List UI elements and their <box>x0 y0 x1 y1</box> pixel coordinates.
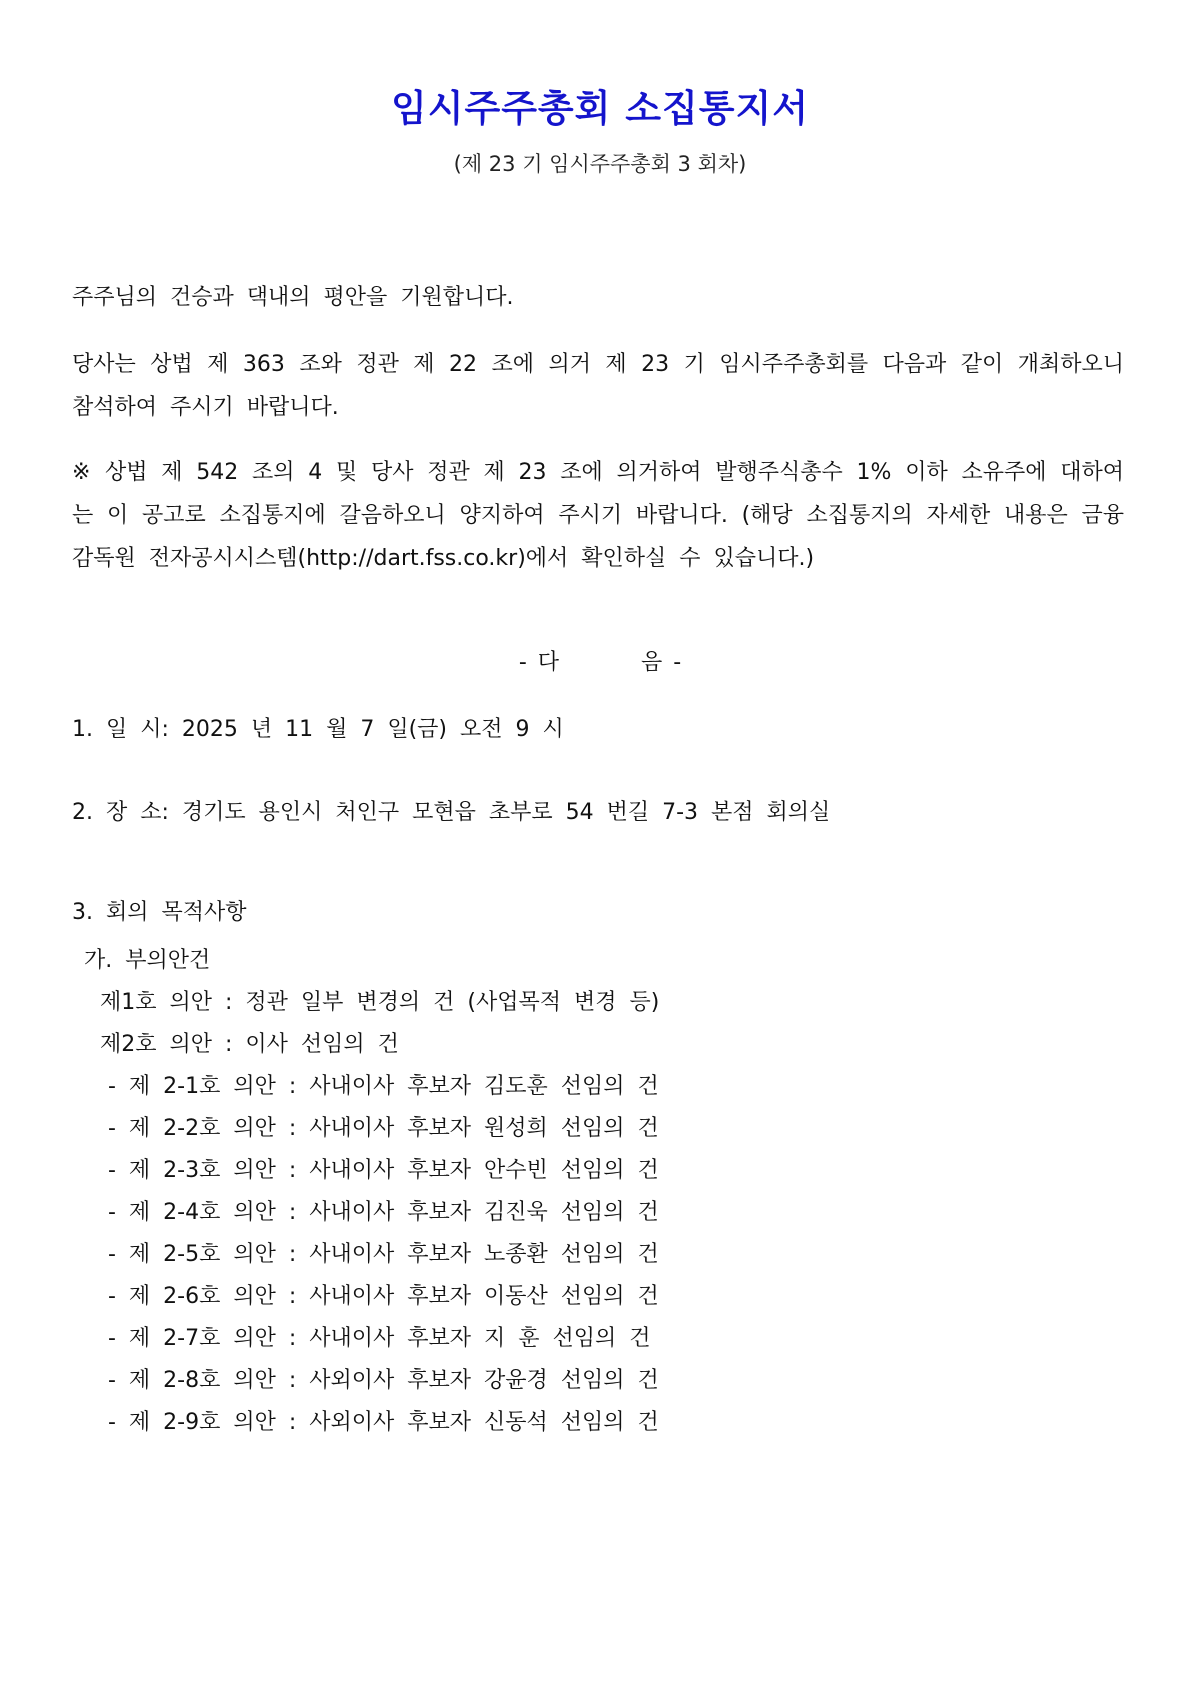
page-title: 임시주주총회 소집통지서 <box>390 87 810 130</box>
agenda-item-2: 제2호 의안 : 이사 선임의 건 <box>100 1032 399 1057</box>
agenda-list <box>80 940 659 1444</box>
agenda-header: 가. 부의안건 <box>84 948 211 973</box>
notice-paragraph: ※ 상법 제 542 조의 4 및 당사 정관 제 23 조에 의거하여 발행주식총수 1% 이하 소유주에 대하여는 이 공고로 소집통지에 갈음하오니 양지하여 주시기 바랍니다. (해당 소집통지의 자세한 내용은 금융감독원 전자공시시스템(http://dart.fss.co.kr)에서 확인하실 수 있습니다.) <box>72 460 1124 571</box>
meeting-purpose: 3. 회의 목적사항 <box>72 900 247 925</box>
page-subtitle: (제 23 기 임시주주총회 3 회차) <box>453 152 747 176</box>
agenda-subitem-2-7: - 제 2-7호 의안 : 사내이사 후보자 지 훈 선임의 건 <box>108 1326 651 1351</box>
section-heading-left: - 다 <box>518 650 559 675</box>
meeting-date: 1. 일 시: 2025 년 11 월 7 일(금) 오전 9 시 <box>72 717 564 742</box>
greeting-paragraph: 주주님의 건승과 댁내의 평안을 기원합니다. <box>72 285 514 310</box>
agenda-subitem-2-6: - 제 2-6호 의안 : 사내이사 후보자 이동산 선임의 건 <box>108 1284 659 1309</box>
section-heading <box>0 645 1200 676</box>
agenda-subitem-2-4: - 제 2-4호 의안 : 사내이사 후보자 김진욱 선임의 건 <box>108 1200 659 1225</box>
meeting-place: 2. 장 소: 경기도 용인시 처인구 모현읍 초부로 54 번길 7-3 본점 회의실 <box>72 800 831 825</box>
section-heading-right: 음 - <box>641 650 682 675</box>
agenda-subitem-2-1: - 제 2-1호 의안 : 사내이사 후보자 김도훈 선임의 건 <box>108 1074 659 1099</box>
agenda-subitem-2-5: - 제 2-5호 의안 : 사내이사 후보자 노종환 선임의 건 <box>108 1242 659 1267</box>
agenda-item-1: 제1호 의안 : 정관 일부 변경의 건 (사업목적 변경 등) <box>100 990 660 1015</box>
intro-paragraph: 당사는 상법 제 363 조와 정관 제 22 조에 의거 제 23 기 임시주주총회를 다음과 같이 개최하오니 참석하여 주시기 바랍니다. <box>72 352 1124 420</box>
agenda-subitem-2-3: - 제 2-3호 의안 : 사내이사 후보자 안수빈 선임의 건 <box>108 1158 659 1183</box>
agenda-subitem-2-8: - 제 2-8호 의안 : 사외이사 후보자 강윤경 선임의 건 <box>108 1368 659 1393</box>
agenda-subitem-2-2: - 제 2-2호 의안 : 사내이사 후보자 원성희 선임의 건 <box>108 1116 659 1141</box>
agenda-subitem-2-9: - 제 2-9호 의안 : 사외이사 후보자 신동석 선임의 건 <box>108 1410 659 1435</box>
